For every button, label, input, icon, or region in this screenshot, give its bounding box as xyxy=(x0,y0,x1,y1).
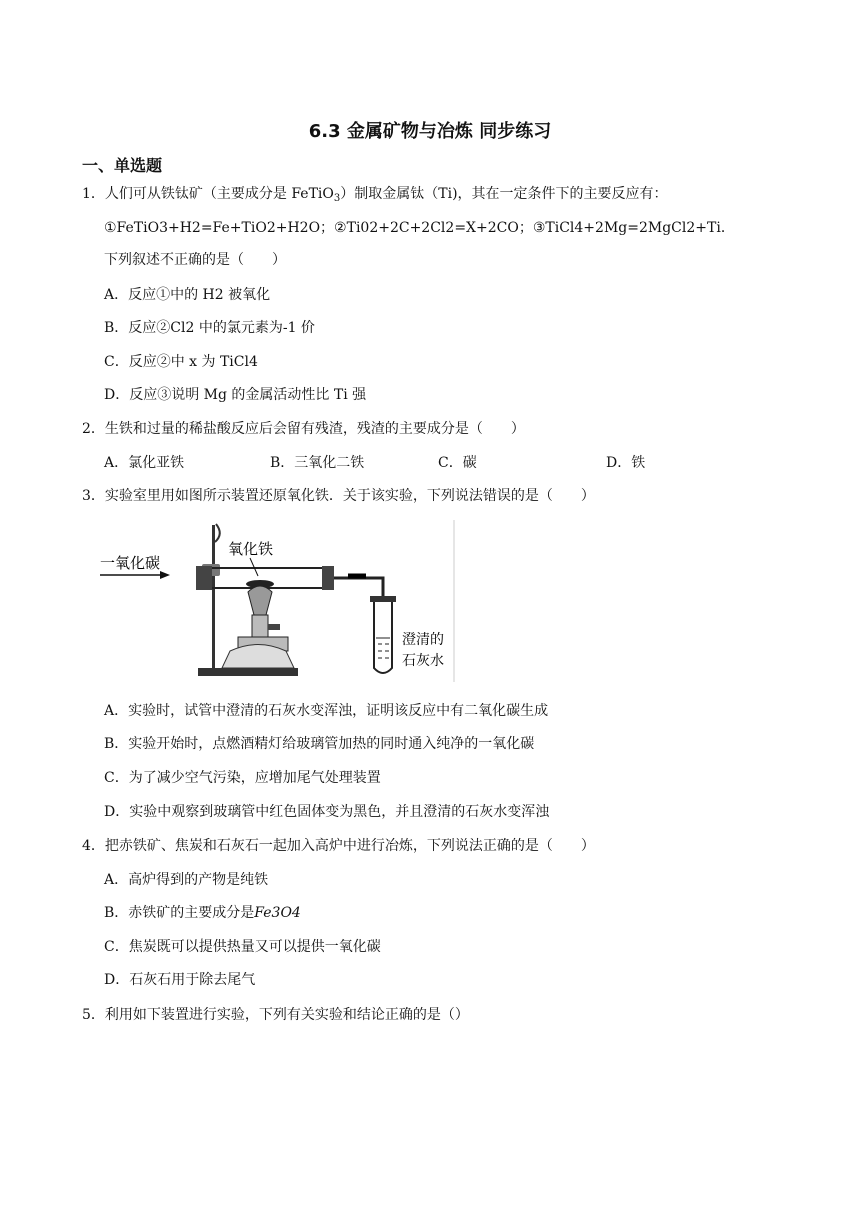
question-1-reactions: ①FeTiO3+H2=Fe+TiO2+H2O；②Ti02+2C+2Cl2=X+2CO；③TiCl4+2Mg=2MgCl2+Ti． xyxy=(104,220,735,236)
question-2-option-a[interactable]: A．氯化亚铁 xyxy=(104,455,185,471)
co-label: 一氧化碳 xyxy=(100,554,161,572)
question-2-option-b[interactable]: B．三氧化二铁 xyxy=(270,455,365,471)
question-3-option-b[interactable]: B．实验开始时，点燃酒精灯给玻璃管加热的同时通入纯净的一氧化碳 xyxy=(104,736,535,752)
question-1-option-c[interactable]: C．反应②中 x 为 TiCl4 xyxy=(104,354,258,370)
section-heading: 一、单选题 xyxy=(82,156,163,175)
stand-base-icon xyxy=(198,668,298,676)
question-4-stem: 4．把赤铁矿、焦炭和石灰石一起加入高炉中进行冶炼，下列说法正确的是（ ） xyxy=(82,838,595,854)
question-5-stem: 5．利用如下装置进行实验，下列有关实验和结论正确的是（） xyxy=(82,1007,469,1023)
fe2o3-label: 氧化铁 xyxy=(228,540,274,558)
lime-water-label-2: 石灰水 xyxy=(402,653,444,669)
lime-water-label-1: 澄清的 xyxy=(402,632,444,648)
question-3-stem: 3．实验室里用如图所示装置还原氧化铁．关于该实验，下列说法错误的是（ ） xyxy=(82,488,595,504)
question-3-option-c[interactable]: C．为了减少空气污染，应增加尾气处理装置 xyxy=(104,770,381,786)
question-4-option-d[interactable]: D．石灰石用于除去尾气 xyxy=(104,972,256,988)
question-2-options xyxy=(104,452,664,472)
page-title: 6.3 金属矿物与冶炼 同步练习 xyxy=(308,121,552,142)
question-1-option-d[interactable]: D．反应③说明 Mg 的金属活动性比 Ti 强 xyxy=(104,387,367,403)
question-4-option-c[interactable]: C．焦炭既可以提供热量又可以提供一氧化碳 xyxy=(104,939,381,955)
question-1-stem: 1．人们可从铁钛矿（主要成分是 FeTiO$_3$）制取金属钛（Ti)，其在一定条件下的主要反应有： xyxy=(82,186,668,204)
question-2-option-d[interactable]: D．铁 xyxy=(606,455,646,471)
question-4-option-a[interactable]: A．高炉得到的产物是纯铁 xyxy=(104,872,269,888)
question-2-option-c[interactable]: C．碳 xyxy=(438,455,477,471)
question-1-ask: 下列叙述不正确的是（ ） xyxy=(104,252,286,268)
flame-icon xyxy=(248,586,272,618)
question-1-option-a[interactable]: A．反应①中的 H2 被氧化 xyxy=(104,287,271,303)
question-4-option-b[interactable]: B．赤铁矿的主要成分是Fe3O4 xyxy=(104,905,301,921)
question-3-option-d[interactable]: D．实验中观察到玻璃管中红色固体变为黑色，并且澄清的石灰水变浑浊 xyxy=(104,804,550,820)
stand-rod-icon xyxy=(212,525,215,675)
question-2-stem: 2．生铁和过量的稀盐酸反应后会留有残渣，残渣的主要成分是（ ） xyxy=(82,421,525,437)
delivery-tube-icon xyxy=(334,578,383,598)
fe3o4-formula: Fe3O4 xyxy=(254,905,301,921)
question-1-option-b[interactable]: B．反应②Cl2 中的氯元素为-1 价 xyxy=(104,320,315,336)
question-3-option-a[interactable]: A．实验时，试管中澄清的石灰水变浑浊，证明该反应中有二氧化碳生成 xyxy=(104,703,549,719)
apparatus-diagram xyxy=(98,520,458,685)
